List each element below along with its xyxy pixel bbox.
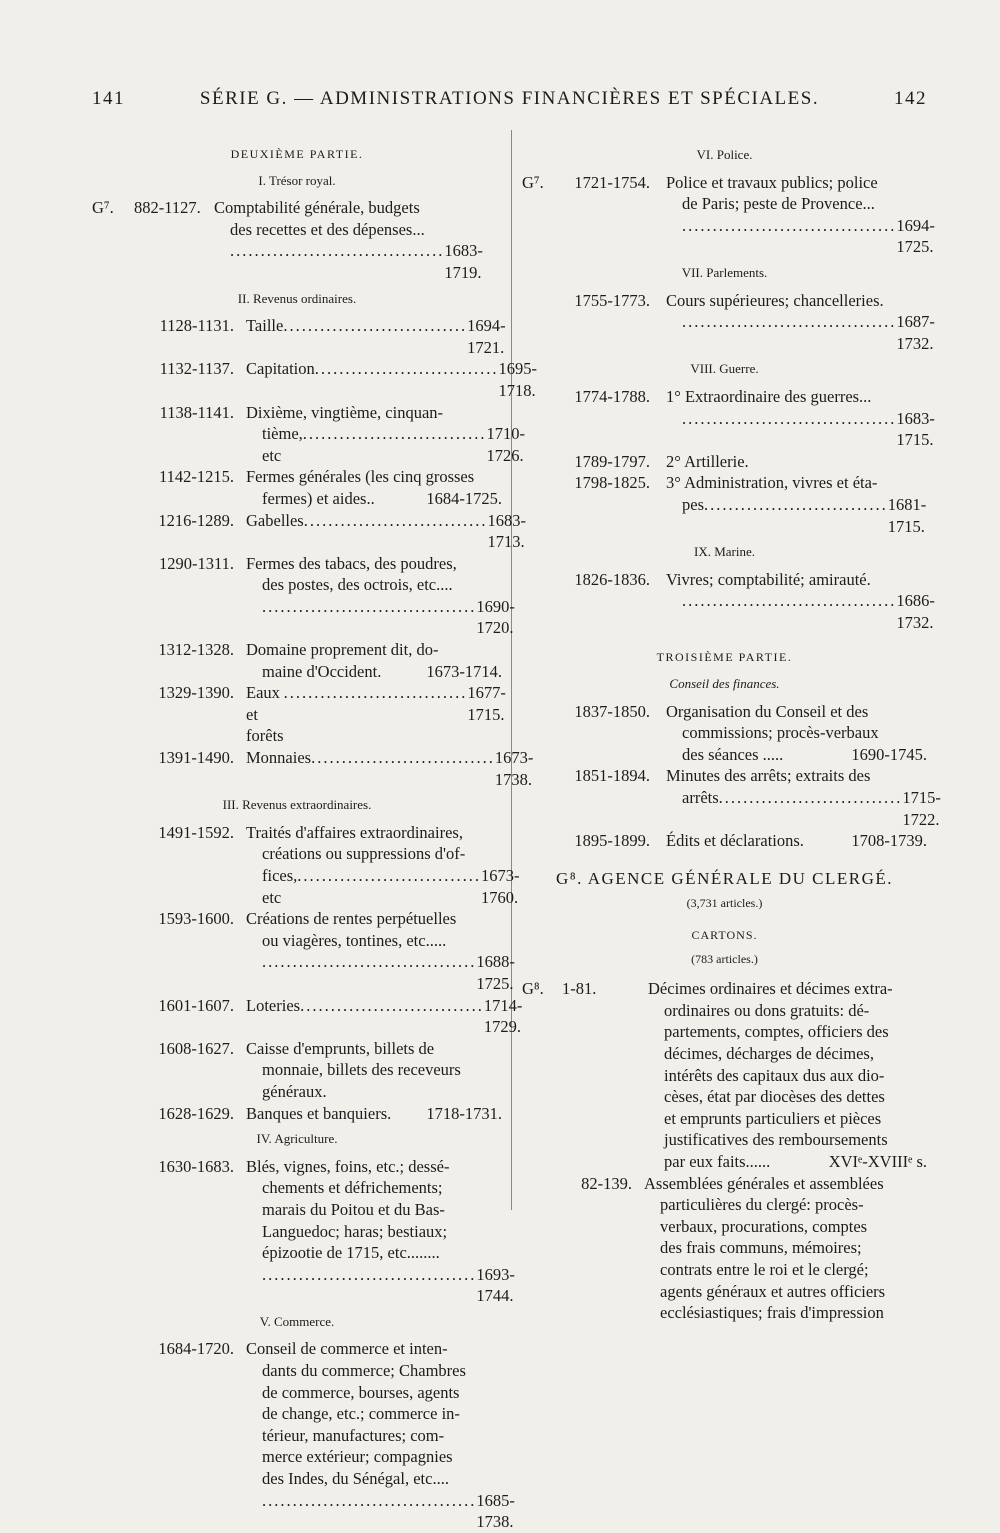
range: 1290-1311. bbox=[158, 553, 234, 573]
desc-line: monnaie, billets des receveurs bbox=[262, 1060, 461, 1080]
range: 1142-1215. bbox=[158, 467, 234, 487]
section-heading: Conseil des finances. bbox=[669, 676, 780, 692]
range: 1826-1836. bbox=[574, 569, 650, 589]
page-header bbox=[92, 88, 927, 118]
date: 1718-1731. bbox=[426, 1103, 502, 1123]
desc-line: verbaux, procurations, comptes bbox=[660, 1216, 868, 1236]
list-item bbox=[522, 978, 927, 1172]
desc-line: justificatives des remboursements bbox=[664, 1130, 888, 1150]
date: 1690-1720. bbox=[476, 596, 515, 638]
date: 1677-1715. bbox=[467, 683, 506, 724]
date: 1683-1713. bbox=[487, 510, 526, 552]
date: 1687-1732. bbox=[896, 312, 935, 353]
desc-line: Organisation du Conseil et des bbox=[666, 701, 869, 721]
range: 1132-1137. bbox=[159, 359, 234, 379]
desc-line: Dixième, vingtième, cinquan- bbox=[246, 402, 444, 422]
list-item: 1755-1773. Cours supérieures; chancelleries. ................................... 1687-1732. bbox=[522, 290, 927, 355]
range: 1329-1390. bbox=[158, 683, 234, 703]
range: 1837-1850. bbox=[574, 701, 650, 721]
date: 1714-1729. bbox=[483, 995, 523, 1037]
desc-line: merce extérieur; compagnies bbox=[262, 1447, 453, 1467]
date: 1683-1715. bbox=[896, 408, 935, 450]
range: 1755-1773. bbox=[574, 290, 650, 310]
section-heading: VIII. Guerre. bbox=[690, 361, 759, 377]
date: 1673-1714. bbox=[426, 661, 502, 681]
agency-heading: G⁸. AGENCE GÉNÉRALE DU CLERGÉ. bbox=[555, 868, 894, 888]
range: 1593-1600. bbox=[158, 909, 234, 929]
list-item bbox=[522, 830, 927, 852]
range: 1721-1754. bbox=[574, 172, 650, 192]
desc-line: fices, etc bbox=[262, 866, 298, 907]
desc-line: de change, etc.; commerce in- bbox=[262, 1404, 460, 1424]
range: 1608-1627. bbox=[158, 1038, 234, 1058]
desc-line: Décimes ordinaires et décimes extra- bbox=[648, 979, 893, 999]
list-item: 1798-1825. 3° Administration, vivres et éta- pes .............................. 1681-1715. bbox=[522, 472, 927, 537]
range: 1684-1720. bbox=[158, 1339, 234, 1359]
desc-line: maine d'Occident. bbox=[262, 661, 382, 681]
desc-line: de Paris; peste de Provence... bbox=[682, 194, 875, 214]
desc-line: Fermes générales (les cinq grosses bbox=[246, 467, 475, 487]
part-heading: DEUXIÈME PARTIE. bbox=[230, 147, 364, 161]
range: 1630-1683. bbox=[158, 1156, 234, 1176]
list-item bbox=[92, 639, 502, 682]
desc-line: fermes) et aides.. bbox=[262, 488, 375, 508]
desc-line: généraux. bbox=[262, 1081, 327, 1101]
list-item: 1593-1600. Créations de rentes perpétuelles ou viagères, tontines, etc..... ................................... 1688-1725. bbox=[92, 908, 502, 994]
section-heading: VI. Police. bbox=[696, 147, 753, 162]
desc-line: Caisse d'emprunts, billets de bbox=[246, 1038, 435, 1058]
desc-line: contrats entre le roi et le clergé; bbox=[660, 1259, 869, 1279]
desc-line: Blés, vignes, foins, etc.; dessé- bbox=[246, 1156, 450, 1176]
page-title: SÉRIE G. — ADMINISTRATIONS FINANCIÈRES ET SPÉCIALES. bbox=[199, 88, 820, 109]
date: 1683-1719. bbox=[444, 241, 483, 282]
list-item bbox=[522, 1173, 927, 1324]
desc-line: Monnaies bbox=[246, 748, 312, 768]
desc-line: arrêts bbox=[682, 788, 719, 808]
section-heading: IV. Agriculture. bbox=[256, 1131, 338, 1147]
date: XVIᵉ-XVIIIᵉ s. bbox=[828, 1151, 927, 1171]
range: 1128-1131. bbox=[159, 316, 234, 336]
desc-line: particulières du clergé: procès- bbox=[660, 1195, 864, 1215]
section-heading: IX. Marine. bbox=[693, 544, 755, 560]
list-item: 1138-1141. Dixième, vingtième, cinquan- tième, etc .............................. 1710-1726. bbox=[92, 402, 502, 467]
desc-line: pes bbox=[682, 494, 704, 514]
list-item bbox=[92, 1103, 502, 1125]
range: 1312-1328. bbox=[158, 640, 234, 660]
date: 1693-1744. bbox=[476, 1264, 515, 1306]
desc-line: Minutes des arrêts; extraits des bbox=[666, 766, 871, 786]
desc-line: Fermes des tabacs, des poudres, bbox=[246, 553, 457, 573]
list-item: 1216-1289. Gabelles .............................. 1683-1713. bbox=[92, 510, 502, 553]
desc-line: Édits et déclarations. bbox=[666, 831, 804, 851]
list-item: G⁷. 882-1127. Comptabilité générale, budgets des recettes et des dépenses... ................................... 1683-1719. bbox=[92, 197, 502, 283]
date: 1673-1738. bbox=[494, 748, 534, 789]
list-item: 1601-1607. Loteries .............................. 1714-1729. bbox=[92, 995, 502, 1038]
list-item: 1290-1311. Fermes des tabacs, des poudres, des postes, des octrois, etc.... ................................... 1690-1720. bbox=[92, 553, 502, 639]
desc-line: partements, comptes, officiers des bbox=[664, 1022, 889, 1042]
desc-line: par eux faits...... bbox=[664, 1151, 771, 1171]
desc-line: agents généraux et autres officiers bbox=[660, 1281, 886, 1301]
desc-line: Capitation bbox=[246, 359, 315, 379]
range: 1851-1894. bbox=[574, 766, 650, 786]
date: 1695-1718. bbox=[498, 359, 537, 400]
desc-line: Languedoc; haras; bestiaux; bbox=[262, 1221, 448, 1241]
range: 1491-1592. bbox=[158, 822, 234, 842]
cote: G⁸. bbox=[522, 979, 544, 999]
date: 1686-1732. bbox=[896, 591, 935, 632]
desc-line: des postes, des octrois, etc.... bbox=[262, 575, 453, 595]
range: 1-81. bbox=[562, 979, 597, 999]
list-item: 1774-1788. 1° Extraordinaire des guerres... ................................... 1683-1715. bbox=[522, 386, 927, 451]
list-item: 1391-1490. Monnaies .............................. 1673-1738. bbox=[92, 747, 502, 790]
list-item: 1491-1592. Traités d'affaires extraordinaires, créations ou suppressions d'of- fices, etc .............................. 1673-1760. bbox=[92, 822, 502, 908]
desc-line: 3° Administration, vivres et éta- bbox=[666, 473, 878, 493]
desc-line: tième, etc bbox=[262, 424, 303, 465]
range: 1138-1141. bbox=[159, 402, 234, 422]
range: 1628-1629. bbox=[158, 1103, 234, 1123]
desc-line: et emprunts particuliers et pièces bbox=[664, 1108, 882, 1128]
desc-line: décimes, décharges de décimes, bbox=[664, 1043, 874, 1063]
date: 1715-1722. bbox=[902, 788, 941, 829]
desc-line: intérêts des capitaux dus aux dio- bbox=[664, 1065, 885, 1085]
right-column bbox=[522, 140, 941, 1324]
date: 1681-1715. bbox=[887, 494, 927, 536]
desc-line: Assemblées générales et assemblées bbox=[644, 1173, 884, 1193]
desc-line: marais du Poitou et du Bas- bbox=[262, 1199, 445, 1219]
cote: G⁷. bbox=[522, 172, 544, 192]
range: 882-1127. bbox=[134, 198, 201, 218]
list-item bbox=[522, 701, 927, 766]
section-heading: I. Trésor royal. bbox=[258, 172, 336, 188]
desc-line: épizootie de 1715, etc........ bbox=[262, 1243, 440, 1263]
desc-line: dants du commerce; Chambres bbox=[262, 1361, 466, 1381]
desc-line: Domaine proprement dit, do- bbox=[246, 640, 439, 660]
list-item: G⁷. 1721-1754. Police et travaux publics; police de Paris; peste de Provence... ................................... 1694-1725. bbox=[522, 172, 935, 257]
date: 1685-1738. bbox=[476, 1490, 515, 1532]
desc-line: chements et défrichements; bbox=[262, 1178, 443, 1198]
desc-line: commissions; procès-verbaux bbox=[682, 723, 879, 743]
cartons-count: (783 articles.) bbox=[691, 951, 758, 966]
list-item bbox=[92, 466, 502, 509]
page-number-left: 141 bbox=[92, 88, 125, 109]
desc-line: ou viagères, tontines, etc..... bbox=[262, 930, 447, 950]
date: 1694-1721. bbox=[467, 316, 506, 357]
column-divider bbox=[511, 130, 512, 1210]
desc-line: Créations de rentes perpétuelles bbox=[246, 909, 457, 929]
range: 1601-1607. bbox=[158, 995, 234, 1015]
desc-line: de commerce, bourses, agents bbox=[262, 1382, 460, 1402]
date: 1673-1760. bbox=[481, 866, 520, 907]
desc-line: Traités d'affaires extraordinaires, bbox=[246, 822, 463, 842]
section-heading: II. Revenus ordinaires. bbox=[237, 290, 357, 306]
list-item bbox=[92, 1038, 502, 1103]
list-item: 1630-1683. Blés, vignes, foins, etc.; dessé- chements et défrichements; marais du Poitou et du Bas- Languedoc; haras; bestiaux; épizootie de 1715, etc........ ................................... 1693-1744. bbox=[92, 1156, 502, 1307]
desc-line: Conseil de commerce et inten- bbox=[246, 1339, 448, 1359]
desc-line: Police et travaux publics; police bbox=[666, 172, 878, 192]
date: 1688-1725. bbox=[476, 952, 515, 993]
cote: G⁷. bbox=[92, 198, 114, 218]
list-item: 1132-1137. Capitation .............................. 1695-1718. bbox=[92, 358, 502, 401]
desc-line: créations ou suppressions d'of- bbox=[262, 844, 466, 864]
list-item: 1851-1894. Minutes des arrêts; extraits des arrêts .............................. 1715-1722. bbox=[522, 765, 927, 830]
cartons-heading: CARTONS. bbox=[691, 928, 758, 942]
section-heading: VII. Parlements. bbox=[681, 264, 768, 280]
range: 1216-1289. bbox=[158, 510, 234, 530]
range: 82-139. bbox=[581, 1173, 632, 1193]
section-heading: III. Revenus extraordinaires. bbox=[222, 797, 372, 813]
desc-line: Banques et banquiers. bbox=[246, 1103, 392, 1123]
section-heading: V. Commerce. bbox=[259, 1313, 335, 1329]
desc-line: Taille bbox=[246, 316, 284, 336]
desc-line: Cours supérieures; chancelleries. bbox=[666, 290, 884, 310]
range: 1895-1899. bbox=[574, 831, 650, 851]
range: 1798-1825. bbox=[574, 473, 650, 493]
desc-line: Comptabilité générale, budgets bbox=[214, 198, 420, 218]
date: 1694-1725. bbox=[896, 215, 935, 257]
list-item: 1329-1390. Eaux et forêts .............................. 1677-1715. bbox=[92, 682, 502, 747]
list-item: 1826-1836. Vivres; comptabilité; amirauté. ................................... 1686-1732. bbox=[522, 569, 927, 634]
desc-line: Gabelles bbox=[246, 510, 304, 530]
date: 1684-1725. bbox=[426, 488, 502, 508]
range: 1774-1788. bbox=[574, 386, 650, 406]
desc-line: des séances ..... bbox=[682, 744, 784, 764]
part-heading: TROISIÈME PARTIE. bbox=[656, 650, 793, 665]
desc-line: ordinaires ou dons gratuits: dé- bbox=[664, 1000, 870, 1020]
desc-line: Vivres; comptabilité; amirauté. bbox=[666, 569, 871, 589]
page-number-right: 142 bbox=[894, 88, 927, 109]
desc-line: des Indes, du Sénégal, etc.... bbox=[262, 1469, 449, 1489]
date: 1690-1745. bbox=[851, 744, 927, 764]
range: 1789-1797. bbox=[574, 451, 650, 471]
desc-line: ecclésiastiques; frais d'impression bbox=[660, 1303, 884, 1323]
list-item: 1789-1797. 2° Artillerie. bbox=[522, 451, 927, 473]
desc-line: térieur, manufactures; com- bbox=[262, 1425, 445, 1445]
desc-line: cèses, état par diocèses des dettes bbox=[664, 1087, 885, 1107]
desc-line: des recettes et des dépenses... bbox=[230, 219, 425, 239]
list-item: 1128-1131. Taille .............................. 1694-1721. bbox=[92, 315, 502, 358]
article-count: (3,731 articles.) bbox=[686, 896, 763, 911]
date: 1708-1739. bbox=[851, 831, 927, 851]
date: 1710-1726. bbox=[486, 424, 526, 465]
list-item: 1684-1720. Conseil de commerce et inten- dants du commerce; Chambres de commerce, bourses, agents de change, etc.; commerce in- térieur, manufactures; com- merce extérieur; compagnies des Indes, du Sénégal, etc.... ................................... 1685-1738. bbox=[92, 1338, 502, 1532]
range: 1391-1490. bbox=[158, 748, 234, 768]
desc-line: Eaux et forêts bbox=[246, 683, 284, 746]
desc-line: 1° Extraordinaire des guerres... bbox=[666, 386, 872, 406]
desc-line: Loteries bbox=[246, 995, 301, 1015]
desc-line: des frais communs, mémoires; bbox=[660, 1238, 862, 1258]
